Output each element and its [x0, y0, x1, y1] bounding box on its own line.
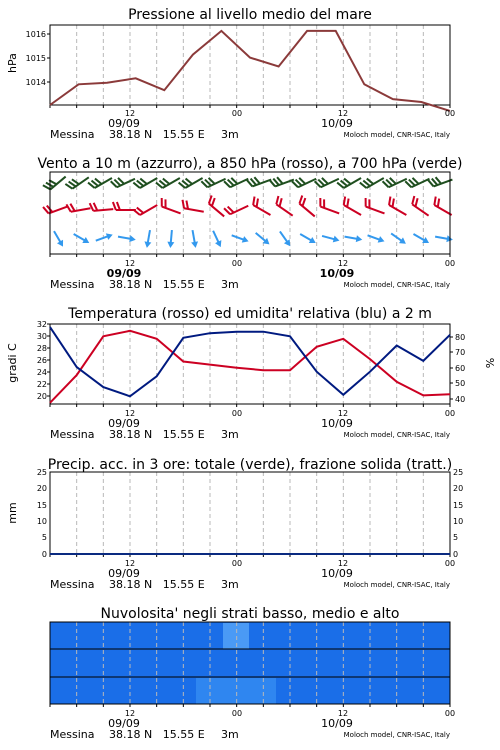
temperature-time-labels [108, 409, 455, 430]
footer-elevation: 3m [221, 728, 239, 741]
time-tick-label: 12 [124, 409, 136, 418]
wind-arrow-head [191, 241, 199, 248]
footer-elevation: 3m [221, 578, 239, 591]
date-label: 10/09 [319, 267, 355, 280]
footer-coords: 38.18 N 15.55 E [109, 578, 205, 591]
wind-barb-feather [90, 203, 94, 211]
wind-barb-850 [251, 197, 275, 215]
wind-arrow-10m [435, 233, 454, 243]
wind-barb-850 [90, 201, 114, 211]
footer-coords: 38.18 N 15.55 E [109, 428, 205, 441]
time-tick-label: 12 [337, 709, 349, 718]
wind-barb-700 [201, 172, 225, 189]
wind-barb-700 [111, 172, 135, 189]
wind-arrow-10m [389, 231, 408, 247]
temperature-ytick: 22 [36, 380, 47, 389]
footer-coords: 38.18 N 15.55 E [109, 128, 205, 141]
wind-panel [37, 156, 462, 291]
precip-ytick: 25 [36, 468, 47, 477]
pressure-footer [50, 128, 450, 141]
wind-barb-700 [405, 172, 429, 189]
clouds-footer [50, 728, 450, 741]
date-label: 10/09 [321, 567, 353, 580]
humidity-ytick: 80 [455, 333, 466, 342]
wind-barb-700 [428, 172, 452, 187]
humidity-ytick: 40 [455, 395, 466, 404]
wind-barb-850 [386, 197, 410, 215]
wind-arrow-10m [189, 230, 199, 249]
temperature-yticks [37, 320, 50, 401]
date-label: 10/09 [321, 717, 353, 730]
wind-arrow-10m [253, 230, 271, 247]
footer-elevation: 3m [221, 278, 239, 291]
wind-arrow-head [129, 235, 136, 243]
wind-barb-700 [337, 171, 361, 189]
time-tick-label: 12 [124, 559, 136, 568]
humidity-ylabel: % [483, 357, 496, 369]
clouds-time-labels [108, 709, 455, 730]
wind-barb-feather [113, 202, 116, 210]
cloud-layer [50, 649, 450, 677]
wind-barb-850 [159, 198, 183, 213]
wind-arrow-head [215, 240, 224, 248]
wind-arrow-head [82, 237, 91, 246]
wind-barb-feather [318, 198, 324, 207]
precip-ylabel: mm [6, 502, 19, 524]
pressure-series-line [50, 31, 450, 111]
humidity-ytick: 70 [455, 348, 466, 357]
precip-ytick: 5 [41, 533, 47, 542]
footer-location: Messina [50, 278, 95, 291]
time-tick-label: 00 [444, 709, 456, 718]
time-tick-label: 00 [444, 259, 456, 268]
footer-coords: 38.18 N 15.55 E [109, 728, 205, 741]
pressure-ytick: 1015 [25, 54, 46, 63]
date-label: 10/09 [321, 117, 353, 130]
precip-ytick: 0 [41, 550, 47, 559]
clouds-panel [50, 606, 455, 741]
wind-barb-700 [360, 171, 384, 189]
footer-location: Messina [50, 578, 95, 591]
wind-arrow-head [143, 241, 151, 248]
precip-gridlines [77, 472, 424, 554]
wind-barbs [43, 170, 456, 248]
pressure-gridlines [77, 25, 424, 105]
wind-arrow-head [333, 236, 341, 244]
clouds-title: Nuvolosita' negli strati basso, medio e alto [100, 606, 400, 622]
precip-title: Precip. acc. in 3 ore: totale (verde), frazione solida (tratt.) [47, 457, 453, 473]
pressure-frame [50, 25, 450, 105]
time-tick-label: 12 [124, 709, 136, 718]
precip-time-labels [108, 559, 455, 580]
temperature-title: Temperatura (rosso) ed umidita' relativa (blu) a 2 m [68, 306, 432, 322]
wind-barb-700 [247, 172, 271, 187]
wind-barb-850 [410, 196, 433, 216]
pressure-ytick: 1016 [25, 30, 46, 39]
wind-arrow-head [242, 236, 250, 245]
wind-arrow-head [356, 235, 363, 243]
footer-location: Messina [50, 728, 95, 741]
temperature-ytick: 26 [36, 356, 47, 365]
wind-barb-850 [66, 200, 90, 212]
precip-ytick-right: 0 [453, 550, 459, 559]
time-tick-label: 00 [444, 559, 456, 568]
wind-footer [50, 278, 450, 291]
wind-barb-feather [117, 202, 120, 210]
humidity-yticks [450, 333, 465, 404]
wind-arrow-10m [298, 231, 317, 246]
time-tick-label: 00 [231, 409, 243, 418]
cloud-layer [50, 622, 450, 649]
wind-arrow-10m [277, 229, 293, 248]
wind-arrow-10m [344, 233, 363, 243]
footer-coords: 38.18 N 15.55 E [109, 278, 205, 291]
pressure-title: Pressione al livello medio del mare [128, 7, 372, 23]
humidity-ytick: 50 [455, 379, 466, 388]
wind-barb-850 [363, 198, 387, 213]
precip-frame [50, 472, 450, 554]
date-label: 09/09 [108, 417, 140, 430]
pressure-panel [6, 7, 455, 141]
precip-ytick-right: 15 [453, 501, 464, 510]
footer-model: Moloch model, CNR-ISAC, Italy [343, 731, 450, 739]
precip-ytick-right: 20 [453, 484, 464, 493]
wind-arrow-head [57, 240, 66, 249]
wind-barb-700 [383, 172, 407, 189]
date-label: 10/09 [321, 417, 353, 430]
time-tick-label: 00 [231, 559, 243, 568]
precip-footer [50, 578, 450, 591]
humidity-ytick: 60 [455, 364, 466, 373]
wind-arrow-10m [72, 231, 91, 246]
wind-barb-700 [88, 171, 112, 189]
wind-arrow-10m [143, 230, 153, 249]
pressure-ytick: 1014 [25, 78, 46, 87]
temperature-ytick: 32 [36, 320, 47, 329]
wind-barb-feather [363, 198, 369, 207]
pressure-time-labels [108, 109, 455, 130]
wind-barb-feather [94, 203, 98, 211]
footer-elevation: 3m [221, 428, 239, 441]
wind-barb-850 [297, 196, 320, 217]
wind-barb-700 [156, 171, 180, 189]
time-tick-label: 12 [337, 559, 349, 568]
date-label: 09/09 [108, 567, 140, 580]
wind-arrow-10m [95, 231, 114, 244]
wind-barb-700 [292, 172, 316, 189]
temperature-footer [50, 428, 450, 441]
precip-ytick: 10 [36, 517, 47, 526]
time-tick-label: 00 [444, 109, 456, 118]
cloud-cell-light [223, 623, 249, 649]
temperature-ytick: 28 [36, 344, 47, 353]
precip-panel [6, 457, 463, 591]
wind-barb-700 [315, 172, 339, 189]
precip-ytick-right: 5 [453, 533, 459, 542]
wind-arrow-10m [117, 233, 136, 243]
wind-barb-850 [274, 196, 297, 216]
temperature-ylabel: gradi C [6, 343, 19, 383]
date-label: 09/09 [108, 717, 140, 730]
temperature-ytick: 24 [36, 368, 47, 377]
time-tick-label: 12 [124, 109, 136, 118]
wind-arrow-10m [167, 230, 176, 249]
wind-title: Vento a 10 m (azzurro), a 850 hPa (rosso), a 700 hPa (verde) [37, 156, 463, 172]
wind-arrow-10m [210, 229, 224, 248]
footer-location: Messina [50, 428, 95, 441]
wind-arrow-10m [51, 229, 66, 248]
date-label: 09/09 [106, 267, 142, 280]
time-tick-label: 12 [337, 109, 349, 118]
time-tick-label: 00 [444, 409, 456, 418]
temperature-gridlines [77, 324, 424, 404]
time-tick-label: 12 [124, 259, 136, 268]
wind-time-labels [107, 259, 455, 280]
wind-barb-700 [133, 171, 157, 189]
wind-barb-700 [43, 170, 66, 191]
wind-barb-feather [159, 198, 165, 207]
wind-barb-850 [43, 199, 67, 214]
wind-barb-850 [133, 198, 157, 216]
time-tick-label: 12 [337, 409, 349, 418]
wind-barb-850 [113, 202, 136, 210]
wind-arrow-10m [412, 231, 431, 246]
wind-barb-850 [207, 196, 230, 217]
footer-model: Moloch model, CNR-ISAC, Italy [343, 131, 450, 139]
precip-ytick: 15 [36, 501, 47, 510]
time-tick-label: 00 [231, 709, 243, 718]
wind-barb-850 [224, 199, 248, 216]
pressure-ylabel: hPa [6, 53, 19, 73]
precip-ytick-right: 25 [453, 468, 464, 477]
humidity-series-line [50, 327, 450, 396]
wind-barb-850 [341, 197, 365, 215]
temperature-ytick: 30 [36, 332, 47, 341]
wind-arrow-head [106, 231, 114, 240]
temperature-frame [50, 324, 450, 404]
wind-arrow-head [167, 242, 174, 249]
cloud-cell-light [196, 678, 276, 704]
wind-barb-700 [179, 171, 203, 189]
precip-yticks [37, 468, 463, 559]
date-label: 09/09 [108, 117, 140, 130]
wind-barb-850 [181, 200, 205, 212]
wind-barb-850 [318, 198, 342, 213]
time-tick-label: 00 [231, 109, 243, 118]
temperature-ytick: 20 [36, 392, 47, 401]
footer-location: Messina [50, 128, 95, 141]
wind-barb-feather [181, 200, 185, 208]
precip-ytick-right: 10 [453, 517, 464, 526]
wind-arrow-10m [321, 233, 340, 244]
wind-barb-850 [432, 197, 456, 215]
temperature-series-line [50, 331, 450, 403]
footer-elevation: 3m [221, 128, 239, 141]
footer-model: Moloch model, CNR-ISAC, Italy [343, 581, 450, 589]
footer-model: Moloch model, CNR-ISAC, Italy [343, 281, 450, 289]
time-tick-label: 00 [231, 259, 243, 268]
wind-barb-700 [224, 172, 248, 189]
precip-ytick: 20 [36, 484, 47, 493]
wind-arrow-10m [230, 232, 249, 245]
temperature-panel [6, 306, 496, 441]
clouds-cells [50, 622, 450, 704]
time-tick-label: 12 [337, 259, 349, 268]
wind-arrow-head [378, 236, 386, 245]
wind-arrow-10m [366, 232, 385, 245]
footer-model: Moloch model, CNR-ISAC, Italy [343, 431, 450, 439]
pressure-yticks [26, 30, 50, 87]
